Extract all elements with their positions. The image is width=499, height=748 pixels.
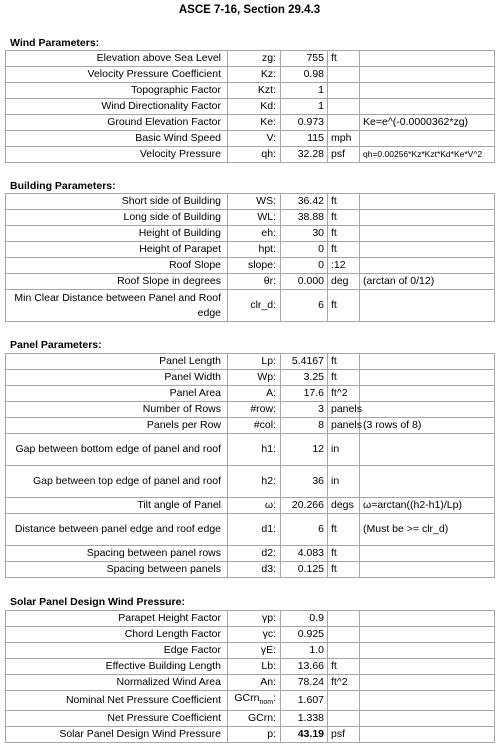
param-unit: psf <box>328 727 360 743</box>
param-note <box>360 131 495 147</box>
table-row <box>6 194 495 210</box>
panel-parameters-table <box>5 353 495 578</box>
param-note <box>360 194 495 210</box>
table-row <box>6 691 495 711</box>
param-symbol: Kd: <box>228 99 281 115</box>
param-symbol: p: <box>228 727 281 743</box>
param-symbol: #row: <box>228 402 281 418</box>
section-heading-building: Building Parameters: <box>10 180 116 192</box>
table-row <box>6 643 495 659</box>
param-unit: deg <box>328 274 360 290</box>
param-unit: ft <box>328 514 360 546</box>
param-note <box>360 711 495 727</box>
param-unit: ft <box>328 546 360 562</box>
param-unit <box>328 627 360 643</box>
param-symbol: Wp: <box>228 370 281 386</box>
param-unit: panels <box>328 418 360 434</box>
table-row <box>6 659 495 675</box>
param-value: 0.9 <box>281 611 328 627</box>
param-label: Gap between bottom edge of panel and roof <box>6 434 228 466</box>
param-value: 8 <box>281 418 328 434</box>
param-unit: degs <box>328 498 360 514</box>
param-value: 115 <box>281 131 328 147</box>
param-label: Panel Length <box>6 354 228 370</box>
param-label: Distance between panel edge and roof edge <box>6 514 228 546</box>
param-value: 13.66 <box>281 659 328 675</box>
param-symbol: Kz: <box>228 67 281 83</box>
param-note: (Must be >= clr_d) <box>360 514 495 546</box>
param-label: Long side of Building <box>6 210 228 226</box>
wind-parameters-table <box>5 50 495 163</box>
table-row <box>6 466 495 498</box>
param-symbol: Kzt: <box>228 83 281 99</box>
param-symbol: WL: <box>228 210 281 226</box>
param-note <box>360 562 495 578</box>
page-title: ASCE 7-16, Section 29.4.3 <box>178 4 321 16</box>
param-label: Panel Width <box>6 370 228 386</box>
param-value: 6 <box>281 290 328 322</box>
param-label: Wind Directionality Factor <box>6 99 228 115</box>
param-symbol: WS: <box>228 194 281 210</box>
param-symbol <box>228 691 281 711</box>
param-note: (arctan of 0/12) <box>360 274 495 290</box>
param-note <box>360 67 495 83</box>
param-label: Min Clear Distance between Panel and Roof edge <box>6 290 228 322</box>
param-note <box>360 242 495 258</box>
param-symbol: γp: <box>228 611 281 627</box>
param-note <box>360 627 495 643</box>
table-row <box>6 386 495 402</box>
table-row <box>6 83 495 99</box>
param-value: 78.24 <box>281 675 328 691</box>
table-row <box>6 627 495 643</box>
param-label: Topographic Factor <box>6 83 228 99</box>
param-note <box>360 290 495 322</box>
param-note <box>360 354 495 370</box>
table-row <box>6 51 495 67</box>
param-symbol: h1: <box>228 434 281 466</box>
param-symbol-suffix: : <box>273 692 276 704</box>
param-label: Edge Factor <box>6 643 228 659</box>
param-label: Effective Building Length <box>6 659 228 675</box>
param-note <box>360 643 495 659</box>
param-note: (3 rows of 8) <box>360 418 495 434</box>
building-parameters-table <box>5 193 495 322</box>
param-value: 36 <box>281 466 328 498</box>
param-unit: ft <box>328 210 360 226</box>
table-row <box>6 418 495 434</box>
param-note: Ke=e^(-0.0000362*zg) <box>360 115 495 131</box>
param-symbol: clr_d: <box>228 290 281 322</box>
param-unit: in <box>328 434 360 466</box>
param-unit <box>328 67 360 83</box>
table-row <box>6 711 495 727</box>
param-note <box>360 83 495 99</box>
param-label: Panel Area <box>6 386 228 402</box>
param-label: Number of Rows <box>6 402 228 418</box>
table-row <box>6 131 495 147</box>
param-unit: ft <box>328 370 360 386</box>
param-value: 5.4167 <box>281 354 328 370</box>
param-note <box>360 434 495 466</box>
param-note <box>360 386 495 402</box>
param-label: Height of Building <box>6 226 228 242</box>
table-row <box>6 242 495 258</box>
param-note <box>360 727 495 743</box>
table-row <box>6 434 495 466</box>
param-value: 0.000 <box>281 274 328 290</box>
param-unit <box>328 99 360 115</box>
param-value: 32.28 <box>281 147 328 163</box>
param-unit <box>328 711 360 727</box>
param-symbol: slope: <box>228 258 281 274</box>
param-label: Nominal Net Pressure Coefficient <box>6 691 228 711</box>
param-unit <box>328 611 360 627</box>
param-unit: ft <box>328 51 360 67</box>
param-symbol: θr: <box>228 274 281 290</box>
param-value: 36.42 <box>281 194 328 210</box>
param-label: Spacing between panels <box>6 562 228 578</box>
param-symbol: eh: <box>228 226 281 242</box>
table-row <box>6 611 495 627</box>
param-symbol: Lp: <box>228 354 281 370</box>
param-note <box>360 675 495 691</box>
param-symbol: d3: <box>228 562 281 578</box>
param-unit: ft^2 <box>328 386 360 402</box>
param-unit: mph <box>328 131 360 147</box>
table-row <box>6 274 495 290</box>
param-note <box>360 659 495 675</box>
param-unit: ft <box>328 226 360 242</box>
param-symbol-subscript: nom <box>259 699 274 707</box>
param-symbol: Lb: <box>228 659 281 675</box>
param-symbol-main: GCrn <box>234 692 260 704</box>
param-unit: ft^2 <box>328 675 360 691</box>
param-value: 3 <box>281 402 328 418</box>
param-label: Elevation above Sea Level <box>6 51 228 67</box>
param-symbol: ω: <box>228 498 281 514</box>
param-unit: ft <box>328 194 360 210</box>
param-unit <box>328 115 360 131</box>
param-label: Short side of Building <box>6 194 228 210</box>
param-label: Parapet Height Factor <box>6 611 228 627</box>
solar-pressure-table <box>5 610 495 743</box>
table-row <box>6 402 495 418</box>
param-label: Gap between top edge of panel and roof <box>6 466 228 498</box>
param-note <box>360 466 495 498</box>
param-unit <box>328 83 360 99</box>
param-symbol: Ke: <box>228 115 281 131</box>
param-note <box>360 546 495 562</box>
table-row <box>6 226 495 242</box>
param-symbol: zg: <box>228 51 281 67</box>
param-label: Net Pressure Coefficient <box>6 711 228 727</box>
param-label: Panels per Row <box>6 418 228 434</box>
param-unit: ft <box>328 562 360 578</box>
table-row <box>6 115 495 131</box>
param-note <box>360 99 495 115</box>
param-value: 1 <box>281 83 328 99</box>
param-label: Roof Slope <box>6 258 228 274</box>
param-unit: ft <box>328 354 360 370</box>
param-label: Basic Wind Speed <box>6 131 228 147</box>
table-row <box>6 514 495 546</box>
table-row <box>6 675 495 691</box>
param-symbol: V: <box>228 131 281 147</box>
param-value: 6 <box>281 514 328 546</box>
param-value: 755 <box>281 51 328 67</box>
param-value: 38.88 <box>281 210 328 226</box>
param-note <box>360 402 495 418</box>
section-heading-solar: Solar Panel Design Wind Pressure: <box>10 596 185 608</box>
param-value: 0.125 <box>281 562 328 578</box>
param-unit <box>328 691 360 711</box>
table-row <box>6 498 495 514</box>
param-value: 1.338 <box>281 711 328 727</box>
param-symbol: A: <box>228 386 281 402</box>
param-note <box>360 611 495 627</box>
table-row <box>6 370 495 386</box>
param-symbol: d2: <box>228 546 281 562</box>
param-symbol: qh: <box>228 147 281 163</box>
param-value: 0 <box>281 242 328 258</box>
param-symbol: d1: <box>228 514 281 546</box>
param-symbol: GCrn: <box>228 711 281 727</box>
param-unit: in <box>328 466 360 498</box>
param-label: Velocity Pressure Coefficient <box>6 67 228 83</box>
param-unit <box>328 643 360 659</box>
param-value: 1.607 <box>281 691 328 711</box>
table-row <box>6 562 495 578</box>
param-value: 20.266 <box>281 498 328 514</box>
param-note <box>360 258 495 274</box>
table-row <box>6 67 495 83</box>
param-unit: ft <box>328 659 360 675</box>
param-note <box>360 370 495 386</box>
param-label: Solar Panel Design Wind Pressure <box>6 727 228 743</box>
param-value: 30 <box>281 226 328 242</box>
table-row <box>6 354 495 370</box>
param-symbol: γE: <box>228 643 281 659</box>
param-value: 0.98 <box>281 67 328 83</box>
param-label: Chord Length Factor <box>6 627 228 643</box>
param-label: Ground Elevation Factor <box>6 115 228 131</box>
table-row <box>6 546 495 562</box>
table-row <box>6 727 495 743</box>
param-unit: ft <box>328 290 360 322</box>
param-value: 17.6 <box>281 386 328 402</box>
table-row <box>6 258 495 274</box>
param-label: Roof Slope in degrees <box>6 274 228 290</box>
param-symbol: γc: <box>228 627 281 643</box>
param-symbol: An: <box>228 675 281 691</box>
param-value: 4.083 <box>281 546 328 562</box>
param-note <box>360 51 495 67</box>
section-heading-panel: Panel Parameters: <box>10 339 102 351</box>
param-label: Normalized Wind Area <box>6 675 228 691</box>
param-label: Height of Parapet <box>6 242 228 258</box>
param-unit: ft <box>328 242 360 258</box>
section-heading-wind: Wind Parameters: <box>10 37 100 49</box>
param-label: Tilt angle of Panel <box>6 498 228 514</box>
param-value: 12 <box>281 434 328 466</box>
table-row <box>6 99 495 115</box>
param-unit: psf <box>328 147 360 163</box>
table-row <box>6 290 495 322</box>
param-note: qh=0.00256*Kz*Kzt*Kd*Ke*V^2 <box>360 147 495 163</box>
param-label: Spacing between panel rows <box>6 546 228 562</box>
param-value: 0.925 <box>281 627 328 643</box>
table-row <box>6 147 495 163</box>
param-symbol: #col: <box>228 418 281 434</box>
param-symbol: h2: <box>228 466 281 498</box>
param-symbol: hpt: <box>228 242 281 258</box>
param-unit: :12 <box>328 258 360 274</box>
param-value: 43.19 <box>281 727 328 743</box>
param-note <box>360 226 495 242</box>
param-value: 0.973 <box>281 115 328 131</box>
table-row <box>6 210 495 226</box>
param-note: ω=arctan((h2-h1)/Lp) <box>360 498 495 514</box>
param-value: 0 <box>281 258 328 274</box>
param-note <box>360 210 495 226</box>
param-note <box>360 691 495 711</box>
param-label: Velocity Pressure <box>6 147 228 163</box>
param-value: 3.25 <box>281 370 328 386</box>
param-value: 1.0 <box>281 643 328 659</box>
param-value: 1 <box>281 99 328 115</box>
param-unit: panels <box>328 402 360 418</box>
